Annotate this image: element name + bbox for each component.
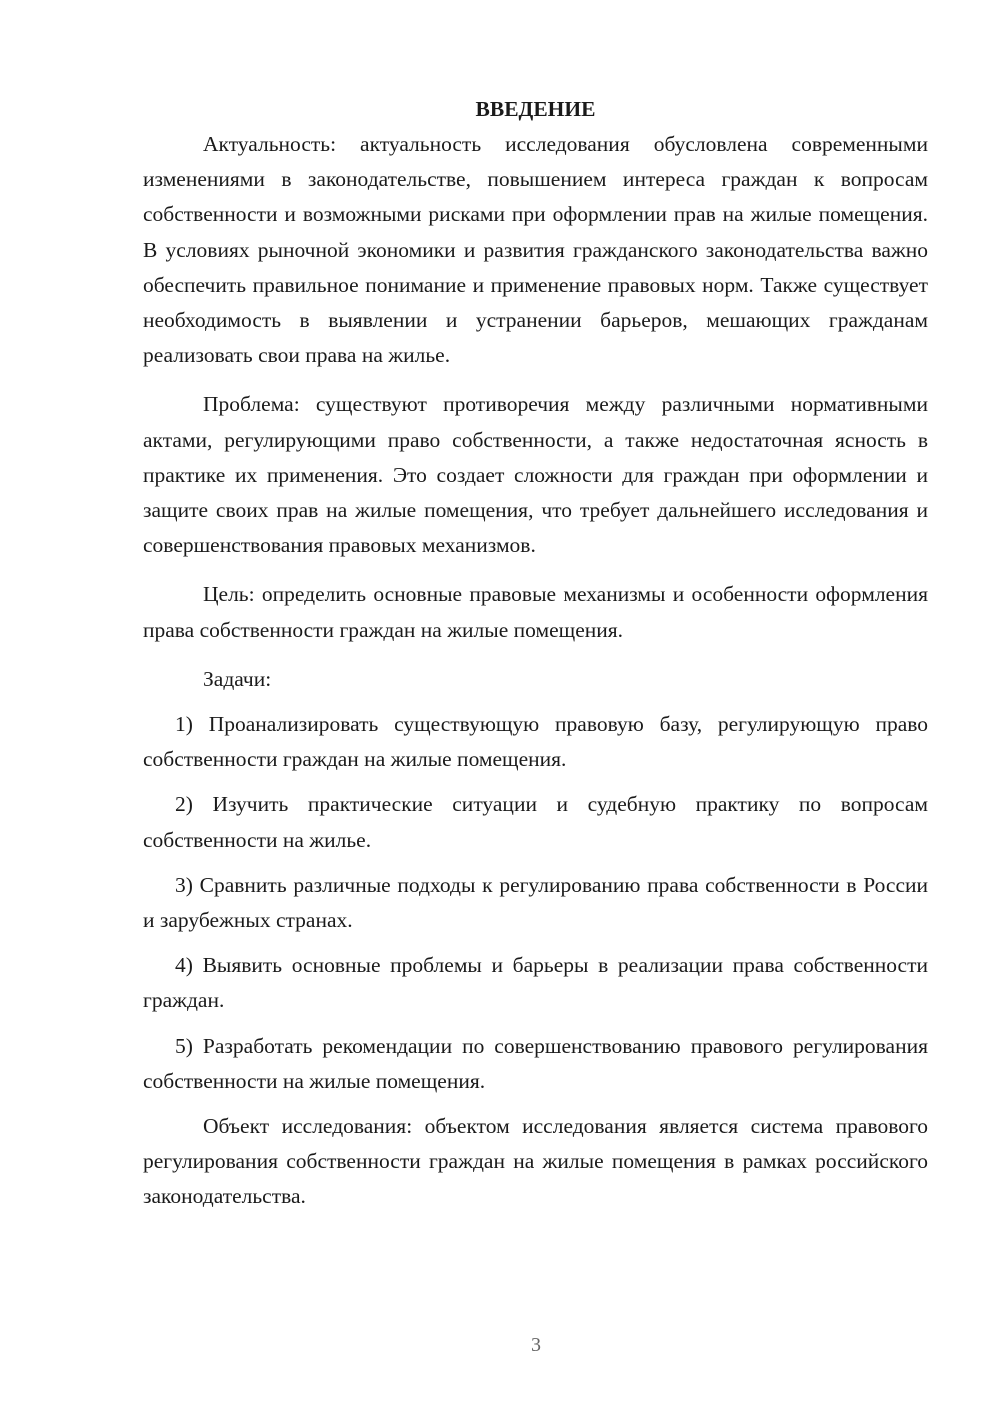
section-title: ВВЕДЕНИЕ bbox=[475, 97, 596, 121]
tasks-heading: Задачи: bbox=[203, 666, 272, 691]
task-item-4: 4) Выявить основные проблемы и барьеры в реализации права собственности граждан. bbox=[143, 953, 928, 1013]
page-number: 3 bbox=[531, 1334, 541, 1356]
document-page bbox=[143, 92, 928, 1215]
paragraph-object: Объект исследования: объектом исследования является система правового регулирования собственности граждан на жилые помещения в рамках российского законодательства. bbox=[143, 1114, 928, 1209]
paragraph-goal: Цель: определить основные правовые механизмы и особенности оформления права собственности граждан на жилые помещения. bbox=[143, 582, 928, 642]
task-item-3: 3) Сравнить различные подходы к регулированию права собственности в России и зарубежных странах. bbox=[143, 872, 928, 933]
task-item-2: 2) Изучить практические ситуации и судебную практику по вопросам собственности на жилье. bbox=[143, 792, 928, 852]
task-item-1: 1) Проанализировать существующую правовую базу, регулирующую право собственности граждан на жилые помещения. bbox=[143, 712, 928, 772]
paragraph-problem: Проблема: существуют противоречия между различными нормативными актами, регулирующими право собственности, а также недостаточная ясность в практике их применения. Это создает сложности для граждан при оформлении и защите своих прав на жилые помещения, что требует дальнейшего исследования и совершенствования правовых механизмов. bbox=[143, 392, 928, 558]
paragraph-relevance: Актуальность: актуальность исследования обусловлена современными изменениями в законодательстве, повышением интереса граждан к вопросам собственности и возможными рисками при оформлении прав на жилые помещения. В условиях рыночной экономики и развития гражданского законодательства важно обеспечить правильное понимание и применение правовых норм. Также существует необходимость в выявлении и устранении барьеров, мешающих гражданам реализовать свои права на жилье. bbox=[143, 132, 928, 368]
task-item-5: 5) Разработать рекомендации по совершенствованию правового регулирования собственности на жилые помещения. bbox=[143, 1033, 928, 1093]
